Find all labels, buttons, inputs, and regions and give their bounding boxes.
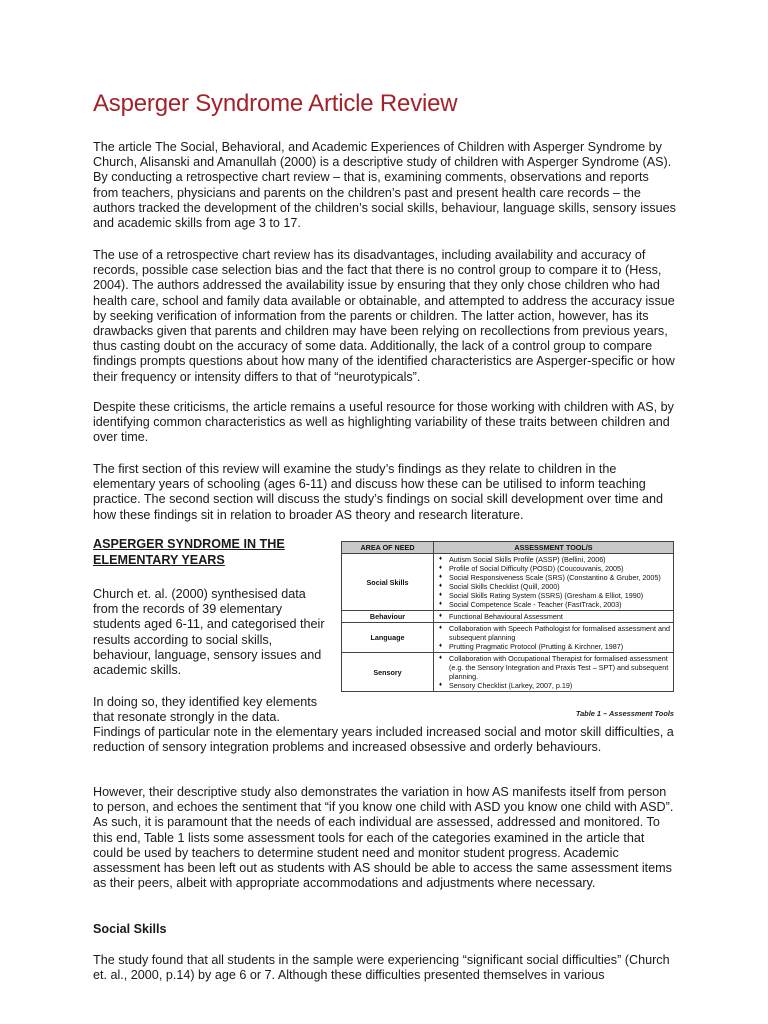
- paragraph-overview: The first section of this review will examine the study’s findings as they relate to children in the elementary years of schooling (ages 6-11) and discuss how these can be utilised to inform teaching practice. The second section will discuss the study’s findings on social skill development over time and how these findings sit in relation to broader AS theory and research literature.: [93, 462, 664, 522]
- table-tools-cell: [434, 623, 674, 653]
- paragraph-variation: However, their descriptive study also demonstrates the variation in how AS manifests itself from person to person, and echoes the sentiment that “if you know one child with ASD you know one child with ASD”. As such, it is paramount that the needs of each individual are assessed, addressed and monitored. To this end, Table 1 lists some assessment tools for each of the categories examined in the article that could be used by teachers to determine student need and monitor student progress. Academic assessment has been left out as students with AS should be able to access the same assessment items as their peers, albeit with appropriate accommodations and adjustments where necessary.: [93, 785, 674, 891]
- tool-item: ♦ Functional Behavioural Assessment: [449, 612, 670, 621]
- tool-item: ♦ Sensory Checklist (Larkey, 2007, p.19): [449, 681, 670, 690]
- paragraph-findings: Findings of particular note in the elementary years included increased social and motor skill difficulties, a reduction of sensory integration problems and increased obsessive and orderly behaviours.: [93, 725, 674, 755]
- tool-item: ♦ Social Responsiveness Scale (SRS) (Constantino & Gruber, 2005): [449, 573, 670, 582]
- subheading-social-skills: Social Skills: [93, 922, 167, 936]
- table-row: [342, 653, 674, 692]
- table-tools-cell: [434, 554, 674, 611]
- table-header-area: AREA OF NEED: [342, 542, 434, 554]
- table-area-cell: Sensory: [342, 653, 434, 692]
- tool-item: ♦ Profile of Social Difficulty (POSD) (Coucouvanis, 2005): [449, 564, 670, 573]
- paragraph-disadvantages: The use of a retrospective chart review has its disadvantages, including availability and accuracy of records, possible case selection bias and the fact that there is no control group to compare it to (Hess, 2004). The authors addressed the availability issue by ensuring that they only chose children who had health care, school and family data available or obtainable, and attempted to address the accuracy issue by seeking verification of information from the parents or children. The latter action, however, has its drawbacks given that parents and children may have been relying on recollections from previous years, thus casting doubt on the accuracy of some data. Additionally, the lack of a control group to compare findings prompts questions about how many of the identified characteristics are Asperger-specific or how their frequency or intensity differs to that of “neurotypicals”.: [93, 248, 675, 384]
- tool-item: ♦ Autism Social Skills Profile (ASSP) (Bellini, 2006): [449, 555, 670, 564]
- table-row: [342, 554, 674, 611]
- tool-item: ♦ Social Competence Scale - Teacher (FastTrack, 2003): [449, 600, 670, 609]
- assessment-table: [341, 541, 674, 692]
- section-heading: ASPERGER SYNDROME IN THE ELEMENTARY YEARS: [93, 537, 285, 567]
- paragraph-social-skills: The study found that all students in the sample were experiencing “significant social difficulties” (Church et. al., 2000, p.14) by age 6 or 7. Although these difficulties presented themselves in various: [93, 953, 670, 983]
- page-title: Asperger Syndrome Article Review: [93, 90, 458, 117]
- table-area-cell: Social Skills: [342, 554, 434, 611]
- table-header-tools: ASSESSMENT TOOL/S: [434, 542, 674, 554]
- paragraph-intro: The article The Social, Behavioral, and Academic Experiences of Children with Asperger Syndrome by Church, Alisanski and Amanullah (2000) is a descriptive study of children with Asperger Syndrome (AS). By conducting a retrospective chart review – that is, examining comments, observations and reports from teachers, physicians and parents on the children’s past and present health care records – the authors tracked the development of the children’s social skills, behaviour, language skills, sensory issues and academic skills from age 3 to 17.: [93, 140, 676, 231]
- tool-item: ♦ Social Skills Checklist (Quill, 2000): [449, 582, 670, 591]
- tool-item: ♦ Prutting Pragmatic Protocol (Prutting & Kirchner, 1987): [449, 642, 670, 651]
- paragraph-key-elements: In doing so, they identified key elements that resonate strongly in the data.: [93, 695, 318, 725]
- table-row: [342, 623, 674, 653]
- tool-item: ♦ Collaboration with Occupational Therapist for formalised assessment (e.g. the Sensory Integration and Praxis Test – SPT) and subsequent planning.: [449, 654, 670, 681]
- table-row: [342, 611, 674, 623]
- table-tools-cell: [434, 653, 674, 692]
- tool-item: ♦ Social Skills Rating System (SSRS) (Gresham & Elliot, 1990): [449, 591, 670, 600]
- paragraph-synthesis: Church et. al. (2000) synthesised data from the records of 39 elementary students aged 6-11, and categorised their results according to social skills, behaviour, language, sensory issues and academic skills.: [93, 587, 325, 678]
- table-tools-cell: [434, 611, 674, 623]
- paragraph-criticisms: Despite these criticisms, the article remains a useful resource for those working with children with AS, by identifying common characteristics as well as highlighting variability of these traits between children and over time.: [93, 400, 674, 445]
- table-area-cell: Behaviour: [342, 611, 434, 623]
- tool-item: ♦ Collaboration with Speech Pathologist for formalised assessment and subsequent planning: [449, 624, 670, 642]
- assessment-table-figure: [341, 541, 674, 718]
- table-caption: Table 1 – Assessment Tools: [575, 709, 674, 718]
- table-area-cell: Language: [342, 623, 434, 653]
